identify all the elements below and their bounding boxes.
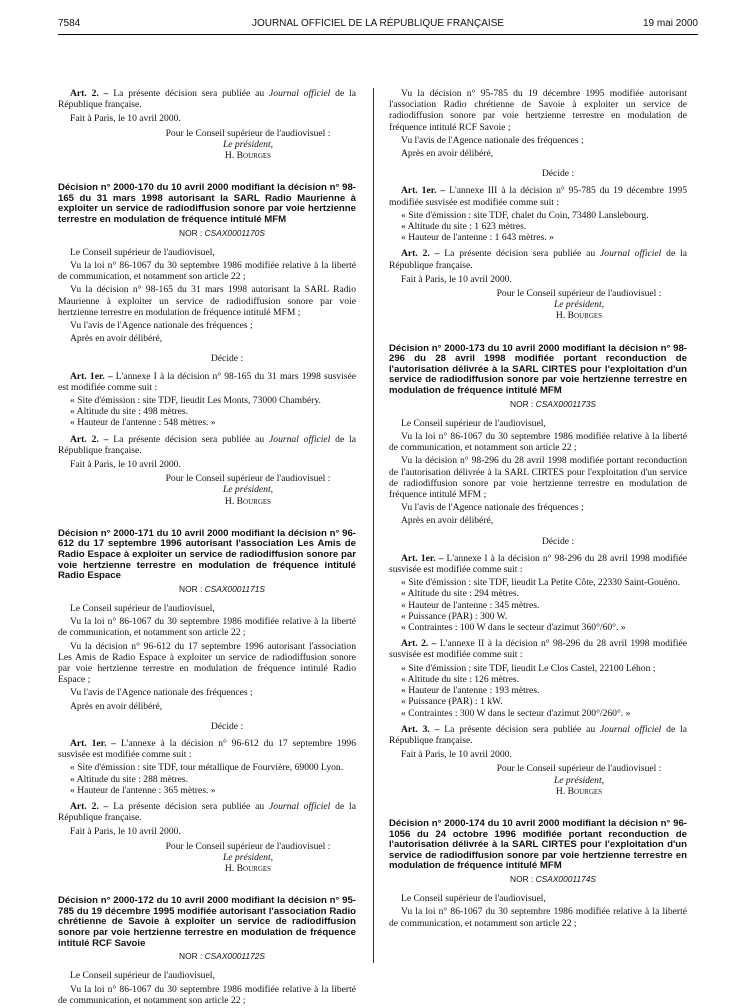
- text-paragraph: Vu la décision n° 98-296 du 28 avril 1998 modifiée portant reconduction de l'autorisation délivrée à la SARL CIRTES pour l'exploitation d'un service de radiodiffusion sonore par voie hertzienne terrestre en modulation de fréquence intitulé MFM ;: [389, 455, 687, 501]
- page-header: [58, 18, 698, 35]
- decide-heading: Décide :: [541, 168, 575, 180]
- signature-block: Pour le Conseil supérieur de l'audiovisuel : Le président, H. Bourges: [165, 127, 331, 162]
- quote-line: « Hauteur de l'antenne : 548 mètres. »: [70, 417, 216, 429]
- quote-line: « Puissance (PAR) : 300 W.: [401, 610, 508, 622]
- signature-block: Pour le Conseil supérieur de l'audiovisuel : Le président, H. Bourges: [496, 288, 662, 322]
- decide-heading: Décide :: [210, 353, 244, 365]
- text-paragraph: Vu la loi n° 86-1067 du 30 septembre 1986 modifiée relative à la liberté de communication, et notamment son article 22 ;: [389, 431, 687, 454]
- decision-title: Décision n° 2000-171 du 10 avril 2000 modifiant la décision n° 96-612 du 17 septembre 1996 autorisant l'association Les Amis de Radio Espace à exploiter un service de radiodiffusion sonore par voie hertzienne terrestre en modulation de fréquence intitulé Radio Espace: [58, 527, 356, 582]
- quote-line: « Altitude du site : 288 mètres.: [70, 773, 189, 785]
- quote-line: « Puissance (PAR) : 1 kW.: [401, 696, 503, 708]
- quote-line: « Site d'émission : site TDF, lieudit La Petite Côte, 22330 Saint-Gouëno.: [401, 577, 680, 589]
- quote-line: « Contraintes : 100 W dans le secteur d'azimut 360°/60°. »: [401, 622, 626, 634]
- article-paragraph: Art. 2. – La présente décision sera publiée au Journal officiel de la République française.: [58, 801, 356, 824]
- text-paragraph: Vu la loi n° 86-1067 du 30 septembre 1986 modifiée relative à la liberté de communication, et notamment son article 22 ;: [58, 616, 356, 639]
- text-paragraph: Vu l'avis de l'Agence nationale des fréquences ;: [401, 502, 584, 514]
- text-paragraph: Le Conseil supérieur de l'audiovisuel,: [70, 970, 215, 982]
- column-divider: [373, 88, 374, 963]
- text-paragraph: Vu la loi n° 86-1067 du 30 septembre 1986 modifiée relative à la liberté de communication, et notamment son article 22 ;: [58, 260, 356, 283]
- quote-line: « Altitude du site : 126 mètres.: [401, 673, 520, 685]
- article-paragraph: Art. 1er. – L'annexe I à la décision n° 98-296 du 28 avril 1998 modifiée susvisée est modifiée comme suit :: [389, 552, 687, 576]
- text-paragraph: Vu l'avis de l'Agence nationale des fréquences ;: [401, 134, 584, 146]
- quote-line: « Site d'émission : site TDF, chalet du Coin, 73480 Lanslebourg.: [401, 209, 649, 221]
- nor-reference: NOR : CSAX0001171S: [179, 583, 265, 594]
- quote-line: « Hauteur de l'antenne : 1 643 mètres. »: [401, 232, 554, 244]
- quote-line: « Altitude du site : 1 623 mètres.: [401, 221, 527, 233]
- text-paragraph: Le Conseil supérieur de l'audiovisuel,: [401, 417, 546, 429]
- fait-line: Fait à Paris, le 10 avril 2000.: [401, 749, 512, 761]
- nor-reference: NOR : CSAX0001173S: [510, 398, 596, 409]
- page-number: 7584: [58, 18, 81, 29]
- nor-reference: NOR : CSAX0001174S: [510, 873, 596, 884]
- text-paragraph: Vu l'avis de l'Agence nationale des fréquences ;: [70, 320, 253, 332]
- decision-title: Décision n° 2000-174 du 10 avril 2000 modifiant la décision n° 96-1056 du 24 octobre 1996 modifiée portant reconduction de l'autorisation délivrée à la SARL CIRTES pour l'exploitation d'un service de radiodiffusion sonore par voie hertzienne terrestre en modulation de fréquence intitulé MFM: [389, 817, 687, 872]
- quote-line: « Contraintes : 300 W dans le secteur d'azimut 200°/260°. »: [401, 707, 631, 719]
- article-paragraph: Art. 2. – La présente décision sera publiée au Journal officiel de la République française.: [389, 248, 687, 271]
- text-paragraph: Le Conseil supérieur de l'audiovisuel,: [401, 893, 546, 905]
- article-paragraph: Art. 3. – La présente décision sera publiée au Journal officiel de la République française.: [389, 723, 687, 746]
- quote-line: « Site d'émission : site TDF, lieudit Les Monts, 73000 Chambéry.: [70, 395, 321, 407]
- text-paragraph: Vu la loi n° 86-1067 du 30 septembre 1986 modifiée relative à la liberté de communication, et notamment son article 22 ;: [58, 983, 356, 1006]
- fait-line: Fait à Paris, le 10 avril 2000.: [70, 113, 181, 125]
- decide-heading: Décide :: [541, 535, 575, 547]
- decision-title: Décision n° 2000-173 du 10 avril 2000 modifiant la décision n° 98-296 du 28 avril 1998 modifiée portant reconduction de l'autorisation délivrée à la SARL CIRTES pour l'exploitation d'un service de radiodiffusion sonore par voie hertzienne terrestre en modulation de fréquence intitulé MFM: [389, 342, 687, 397]
- quote-line: « Altitude du site : 498 mètres.: [70, 406, 189, 418]
- article-paragraph: Art. 1er. – L'annexe I à la décision n° 98-165 du 31 mars 1998 susvisée est modifiée comme suit :: [58, 370, 356, 393]
- quote-line: « Site d'émission : site TDF, lieudit Le Clos Castel, 22100 Léhon ;: [401, 662, 656, 674]
- quote-line: « Hauteur de l'antenne : 193 mètres.: [401, 685, 540, 697]
- journal-title: JOURNAL OFFICIEL DE LA RÉPUBLIQUE FRANÇAISE: [251, 18, 505, 29]
- fait-line: Fait à Paris, le 10 avril 2000.: [401, 273, 512, 285]
- text-paragraph: Vu la décision n° 98-165 du 31 mars 1998 autorisant la SARL Radio Maurienne à exploiter un service de radiodiffusion sonore par voie hertzienne terrestre en modulation de fréquence intitulé MFM ;: [58, 284, 356, 318]
- fait-line: Fait à Paris, le 10 avril 2000.: [70, 826, 181, 838]
- text-paragraph: Le Conseil supérieur de l'audiovisuel,: [70, 603, 215, 615]
- right-column: [389, 88, 687, 931]
- text-paragraph: Vu l'avis de l'Agence nationale des fréquences ;: [70, 687, 253, 699]
- text-paragraph: Après en avoir délibéré,: [70, 333, 163, 345]
- article-paragraph: Art. 2. – La présente décision sera publiée au Journal officiel de la République française.: [58, 88, 356, 111]
- article-paragraph: Art. 1er. – L'annexe à la décision n° 96-612 du 17 septembre 1996 susvisée est modifiée comme suit :: [58, 738, 356, 761]
- quote-line: « Hauteur de l'antenne : 345 mètres.: [401, 599, 540, 611]
- article-paragraph: Art. 1er. – L'annexe III à la décision n° 95-785 du 19 décembre 1995 modifiée susvisée est modifiée comme suit :: [389, 185, 687, 208]
- signature-block: Pour le Conseil supérieur de l'audiovisuel : Le président, H. Bourges: [496, 763, 662, 797]
- issue-date: 19 mai 2000: [642, 18, 698, 29]
- signature-block: Pour le Conseil supérieur de l'audiovisuel : Le président, H. Bourges: [165, 840, 331, 875]
- decision-title: Décision n° 2000-172 du 10 avril 2000 modifiant la décision n° 95-785 du 19 décembre 1995 modifiée autorisant l'association Radio chrétienne de Savoie à exploiter un service de radiodiffusion sonore par voie hertzienne terrestre en modulation de fréquence intitulé RCF Savoie: [58, 895, 356, 949]
- article-paragraph: Art. 2. – L'annexe II à la décision n° 98-296 du 28 avril 1998 modifiée susvisée est modifiée comme suit :: [389, 638, 688, 661]
- text-paragraph: Après en avoir délibéré,: [401, 515, 494, 527]
- text-paragraph: Vu la décision n° 95-785 du 19 décembre 1995 modifiée autorisant l'association Radio chrétienne de Savoie à exploiter un service de radiodiffusion sonore par voie hertzienne terrestre en modulation de fréquence intitulé RCF Savoie ;: [389, 88, 687, 133]
- signature-block: Pour le Conseil supérieur de l'audiovisuel : Le président, H. Bourges: [165, 473, 331, 507]
- quote-line: « Site d'émission : site TDF, tour métallique de Fourvière, 69000 Lyon.: [70, 762, 344, 774]
- text-paragraph: Le Conseil supérieur de l'audiovisuel,: [70, 246, 215, 258]
- nor-reference: NOR : CSAX0001170S: [179, 227, 265, 238]
- nor-reference: NOR : CSAX0001172S: [179, 951, 265, 962]
- quote-line: « Hauteur de l'antenne : 365 mètres. »: [70, 784, 216, 796]
- decision-title: Décision n° 2000-170 du 10 avril 2000 modifiant la décision n° 98-165 du 31 mars 1998 autorisant la SARL Radio Maurienne à exploiter un service de radiodiffusion sonore par voie hertzienne terrestre en modulation de fréquence intitulé MFM: [58, 182, 356, 225]
- text-paragraph: Vu la loi n° 86-1067 du 30 septembre 1986 modifiée relative à la liberté de communication, et notamment son article 22 ;: [389, 906, 687, 929]
- text-paragraph: Après en avoir délibéré,: [70, 700, 163, 712]
- article-paragraph: Art. 2. – La présente décision sera publiée au Journal officiel de la République française.: [58, 433, 356, 456]
- left-column: [58, 88, 356, 1008]
- text-paragraph: Vu la décision n° 96-612 du 17 septembre 1996 autorisant l'association Les Amis de Radio Espace à exploiter un service de radiodiffusion sonore par voie hertzienne terrestre en modulation de fréquence intitulé Radio Espace ;: [58, 640, 356, 686]
- fait-line: Fait à Paris, le 10 avril 2000.: [70, 459, 181, 471]
- quote-line: « Altitude du site : 294 mètres.: [401, 588, 520, 600]
- decide-heading: Décide :: [210, 720, 244, 732]
- text-paragraph: Après en avoir délibéré,: [401, 148, 494, 160]
